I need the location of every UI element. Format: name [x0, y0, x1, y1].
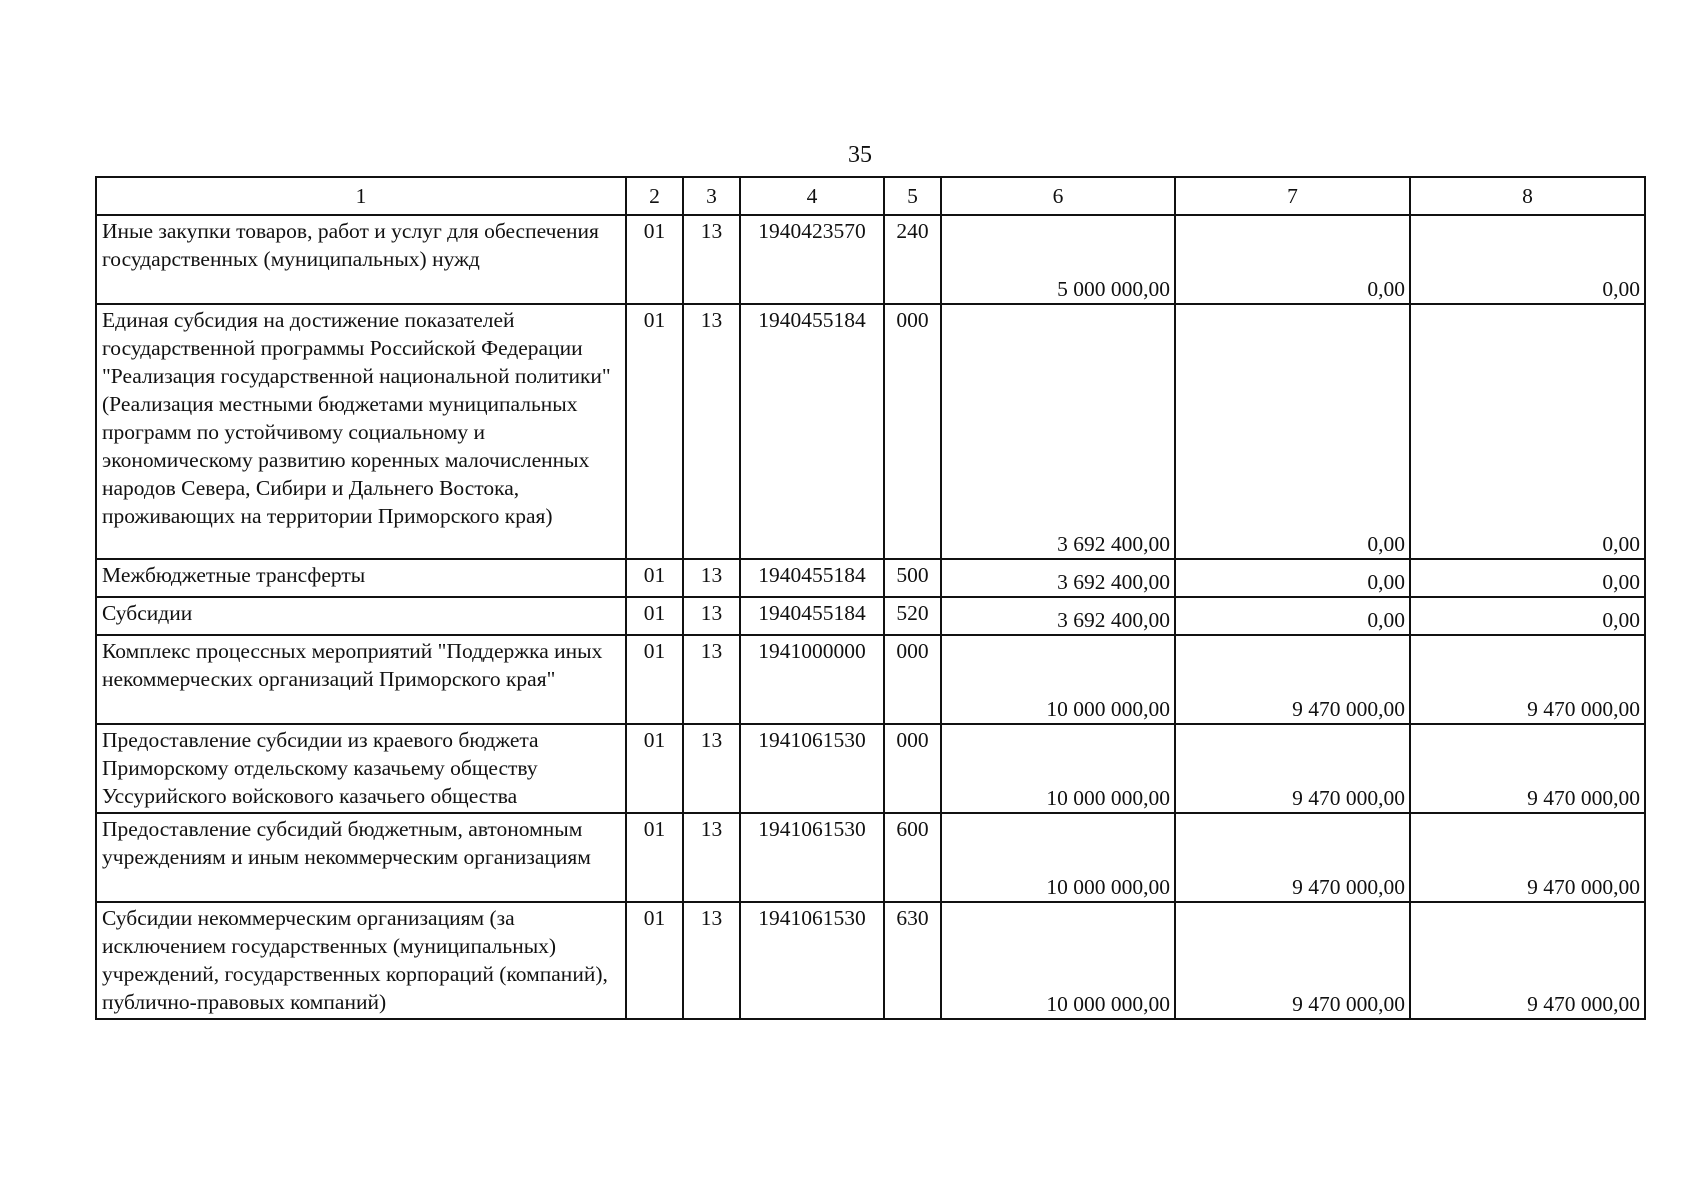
row-target-code: 1940455184 [740, 304, 884, 559]
header-cell-1: 1 [96, 177, 626, 215]
row-amount-8: 9 470 000,00 [1410, 902, 1645, 1019]
row-amount-8: 9 470 000,00 [1410, 813, 1645, 902]
row-amount-6: 5 000 000,00 [941, 215, 1175, 304]
row-section-code: 01 [626, 215, 683, 304]
row-amount-8: 9 470 000,00 [1410, 724, 1645, 813]
row-expense-type: 000 [884, 304, 941, 559]
table-row [96, 597, 1645, 635]
row-name: Субсидии [96, 597, 626, 635]
row-amount-7: 0,00 [1175, 597, 1410, 635]
row-amount-7: 0,00 [1175, 215, 1410, 304]
row-name: Предоставление субсидии из краевого бюджета Приморскому отдельскому казачьему обществу Уссурийского войскового казачьего общества [96, 724, 626, 813]
row-target-code: 1941061530 [740, 813, 884, 902]
row-name: Предоставление субсидий бюджетным, автономным учреждениям и иным некоммерческим организациям [96, 813, 626, 902]
row-expense-type: 240 [884, 215, 941, 304]
row-expense-type: 600 [884, 813, 941, 902]
header-cell-6: 6 [941, 177, 1175, 215]
row-subsection-code: 13 [683, 635, 740, 724]
table-row [96, 215, 1645, 304]
row-expense-type: 630 [884, 902, 941, 1019]
header-cell-8: 8 [1410, 177, 1645, 215]
header-cell-2: 2 [626, 177, 683, 215]
row-subsection-code: 13 [683, 559, 740, 597]
row-amount-6: 10 000 000,00 [941, 635, 1175, 724]
row-amount-8: 0,00 [1410, 597, 1645, 635]
row-amount-8: 0,00 [1410, 215, 1645, 304]
table-row [96, 813, 1645, 902]
row-expense-type: 000 [884, 635, 941, 724]
row-amount-6: 3 692 400,00 [941, 597, 1175, 635]
header-cell-3: 3 [683, 177, 740, 215]
row-amount-7: 0,00 [1175, 304, 1410, 559]
row-amount-7: 9 470 000,00 [1175, 813, 1410, 902]
row-section-code: 01 [626, 902, 683, 1019]
row-amount-8: 0,00 [1410, 304, 1645, 559]
row-subsection-code: 13 [683, 215, 740, 304]
row-amount-8: 0,00 [1410, 559, 1645, 597]
header-cell-4: 4 [740, 177, 884, 215]
row-expense-type: 500 [884, 559, 941, 597]
row-expense-type: 000 [884, 724, 941, 813]
row-subsection-code: 13 [683, 902, 740, 1019]
table-row [96, 559, 1645, 597]
header-cell-7: 7 [1175, 177, 1410, 215]
row-section-code: 01 [626, 635, 683, 724]
row-amount-6: 10 000 000,00 [941, 813, 1175, 902]
row-amount-8: 9 470 000,00 [1410, 635, 1645, 724]
row-target-code: 1940423570 [740, 215, 884, 304]
header-cell-5: 5 [884, 177, 941, 215]
budget-table [95, 176, 1646, 1020]
row-amount-7: 9 470 000,00 [1175, 902, 1410, 1019]
row-target-code: 1941061530 [740, 724, 884, 813]
row-subsection-code: 13 [683, 813, 740, 902]
row-amount-7: 9 470 000,00 [1175, 635, 1410, 724]
header-row [96, 177, 1645, 215]
row-amount-7: 9 470 000,00 [1175, 724, 1410, 813]
row-name: Единая субсидия на достижение показателей государственной программы Российской Федерации "Реализация государственной национальной политики" (Реализация местными бюджетами муниципальных программ по устойчивому социальному и экономическому развитию коренных малочисленных народов Севера, Сибири и Дальнего Востока, проживающих на территории Приморского края) [96, 304, 626, 559]
row-subsection-code: 13 [683, 724, 740, 813]
row-target-code: 1941000000 [740, 635, 884, 724]
row-name: Иные закупки товаров, работ и услуг для обеспечения государственных (муниципальных) нужд [96, 215, 626, 304]
table-row [96, 635, 1645, 724]
row-amount-6: 3 692 400,00 [941, 559, 1175, 597]
row-amount-6: 10 000 000,00 [941, 902, 1175, 1019]
row-amount-6: 3 692 400,00 [941, 304, 1175, 559]
row-name: Субсидии некоммерческим организациям (за исключением государственных (муниципальных) учреждений, государственных корпораций (компаний), публично-правовых компаний) [96, 902, 626, 1019]
row-section-code: 01 [626, 559, 683, 597]
row-amount-7: 0,00 [1175, 559, 1410, 597]
row-subsection-code: 13 [683, 304, 740, 559]
row-target-code: 1941061530 [740, 902, 884, 1019]
row-target-code: 1940455184 [740, 597, 884, 635]
row-section-code: 01 [626, 597, 683, 635]
page-number: 35 [848, 142, 872, 168]
table-row [96, 902, 1645, 1019]
row-amount-6: 10 000 000,00 [941, 724, 1175, 813]
table-row [96, 304, 1645, 559]
row-name: Межбюджетные трансферты [96, 559, 626, 597]
table-row [96, 724, 1645, 813]
row-target-code: 1940455184 [740, 559, 884, 597]
row-section-code: 01 [626, 304, 683, 559]
row-section-code: 01 [626, 724, 683, 813]
row-expense-type: 520 [884, 597, 941, 635]
row-subsection-code: 13 [683, 597, 740, 635]
row-name: Комплекс процессных мероприятий "Поддержка иных некоммерческих организаций Приморского края" [96, 635, 626, 724]
row-section-code: 01 [626, 813, 683, 902]
